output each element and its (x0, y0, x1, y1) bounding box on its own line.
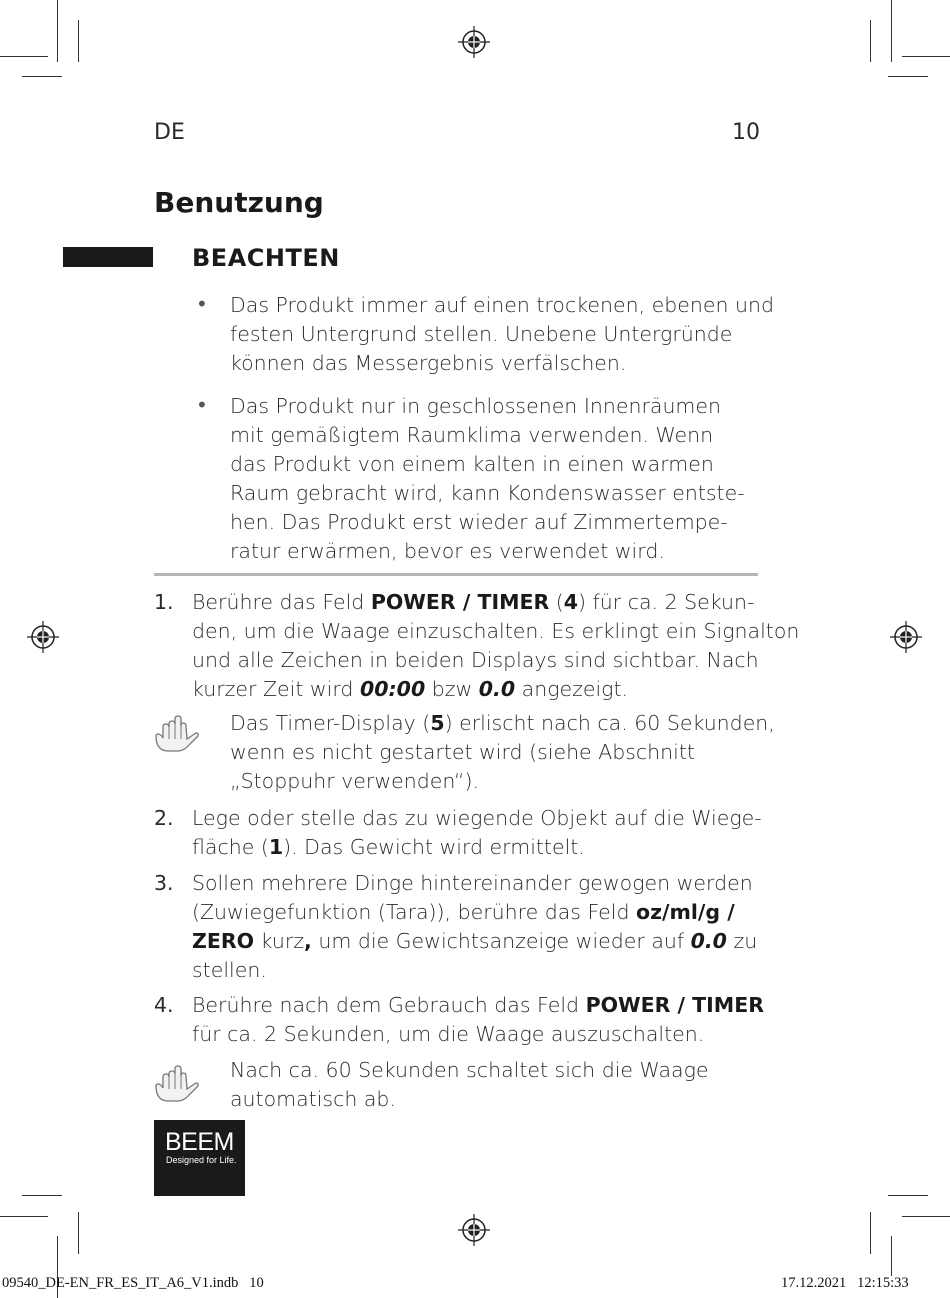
bullet-dot: • (196, 292, 208, 316)
crop-mark (891, 0, 892, 62)
notice-heading: BEACHTEN (192, 244, 340, 272)
crop-mark (0, 1216, 48, 1217)
logo-tagline: Designed for Life. (166, 1155, 237, 1165)
step-number: 3. (154, 871, 174, 895)
text-line: den, um die Waage einzuschalten. Es erklingt ein Signalton (192, 619, 800, 643)
crop-mark (902, 1216, 950, 1217)
crop-mark (57, 0, 58, 62)
step-number: 4. (154, 993, 174, 1017)
crop-mark (888, 76, 928, 77)
text-line: Berühre das Feld POWER / TIMER (4) für ca. 2 Sekun- (192, 590, 755, 614)
section-title: Benutzung (154, 186, 324, 219)
text-line: Das Produkt nur in geschlossenen Innenräumen (230, 394, 722, 418)
crop-mark (870, 1212, 871, 1254)
text-line: festen Untergrund stellen. Unebene Untergründe (230, 322, 733, 346)
notice-marker-bar (63, 247, 153, 267)
text-line: Nach ca. 60 Sekunden schaltet sich die Waage (230, 1058, 709, 1082)
notice-bullet-1 (230, 291, 774, 378)
registration-mark-icon (890, 621, 922, 653)
text-line: fläche (1). Das Gewicht wird ermittelt. (192, 835, 585, 859)
text-line: (Zuwiegefunktion (Tara)), berühre das Feld oz/ml/g / (192, 900, 735, 924)
tip-1-text (230, 709, 775, 796)
crop-mark (22, 1195, 62, 1196)
beem-logo (154, 1120, 245, 1196)
text-line: und alle Zeichen in beiden Displays sind sichtbar. Nach (192, 648, 759, 672)
crop-mark (870, 20, 871, 62)
footer-timestamp: 17.12.2021 12:15:33 (781, 1275, 909, 1291)
step-1-text (192, 588, 799, 704)
crop-mark (888, 1195, 928, 1196)
bullet-dot: • (196, 393, 208, 417)
text-line: mit gemäßigtem Raumklima verwenden. Wenn (230, 423, 714, 447)
text-line: Raum gebracht wird, kann Kondenswasser entste- (230, 481, 745, 505)
text-line: für ca. 2 Sekunden, um die Waage auszuschalten. (192, 1022, 705, 1046)
crop-mark (891, 1236, 892, 1276)
crop-mark (78, 20, 79, 62)
step-number: 1. (154, 590, 174, 614)
text-line: Lege oder stelle das zu wiegende Objekt auf die Wiege- (192, 806, 762, 830)
registration-mark-icon (27, 621, 59, 653)
text-line: automatisch ab. (230, 1087, 396, 1111)
text-line: das Produkt von einem kalten in einen warmen (230, 452, 714, 476)
page-number: 10 (732, 120, 760, 145)
text-line: Das Timer-Display (5) erlischt nach ca. 60 Sekunden, (230, 711, 775, 735)
crop-mark (22, 76, 62, 77)
step-number: 2. (154, 806, 174, 830)
pointing-hand-icon (153, 714, 201, 754)
crop-mark (78, 1212, 79, 1254)
text-line: stellen. (192, 958, 267, 982)
language-code: DE (154, 120, 185, 145)
step-4-text (192, 991, 764, 1049)
text-line: können das Messergebnis verfälschen. (230, 351, 627, 375)
text-line: ZERO kurz, um die Gewichtsanzeige wieder auf 0.0 zu (192, 929, 758, 953)
step-2-text (192, 804, 762, 862)
text-line: Berühre nach dem Gebrauch das Feld POWER / TIMER (192, 993, 764, 1017)
text-line: Das Produkt immer auf einen trockenen, ebenen und (230, 293, 774, 317)
registration-mark-icon (458, 26, 490, 58)
pointing-hand-icon (153, 1064, 201, 1104)
crop-mark (902, 56, 950, 57)
step-3-text (192, 869, 757, 985)
registration-mark-icon (458, 1214, 490, 1246)
notice-divider (154, 573, 758, 576)
crop-mark (0, 56, 48, 57)
text-line: hen. Das Produkt erst wieder auf Zimmertempe- (230, 510, 728, 534)
logo-name: BEEM (165, 1128, 234, 1156)
text-line: kurzer Zeit wird 00:00 bzw 0.0 angezeigt. (192, 677, 629, 701)
tip-2-text (230, 1056, 709, 1114)
text-line: wenn es nicht gestartet wird (siehe Abschnitt (230, 740, 695, 764)
footer-file-info: 09540_DE-EN_FR_ES_IT_A6_V1.indb 10 (2, 1275, 264, 1291)
text-line: Sollen mehrere Dinge hintereinander gewogen werden (192, 871, 753, 895)
text-line: „Stoppuhr verwenden“). (230, 769, 479, 793)
text-line: ratur erwärmen, bevor es verwendet wird. (230, 539, 665, 563)
notice-bullet-2 (230, 392, 745, 566)
